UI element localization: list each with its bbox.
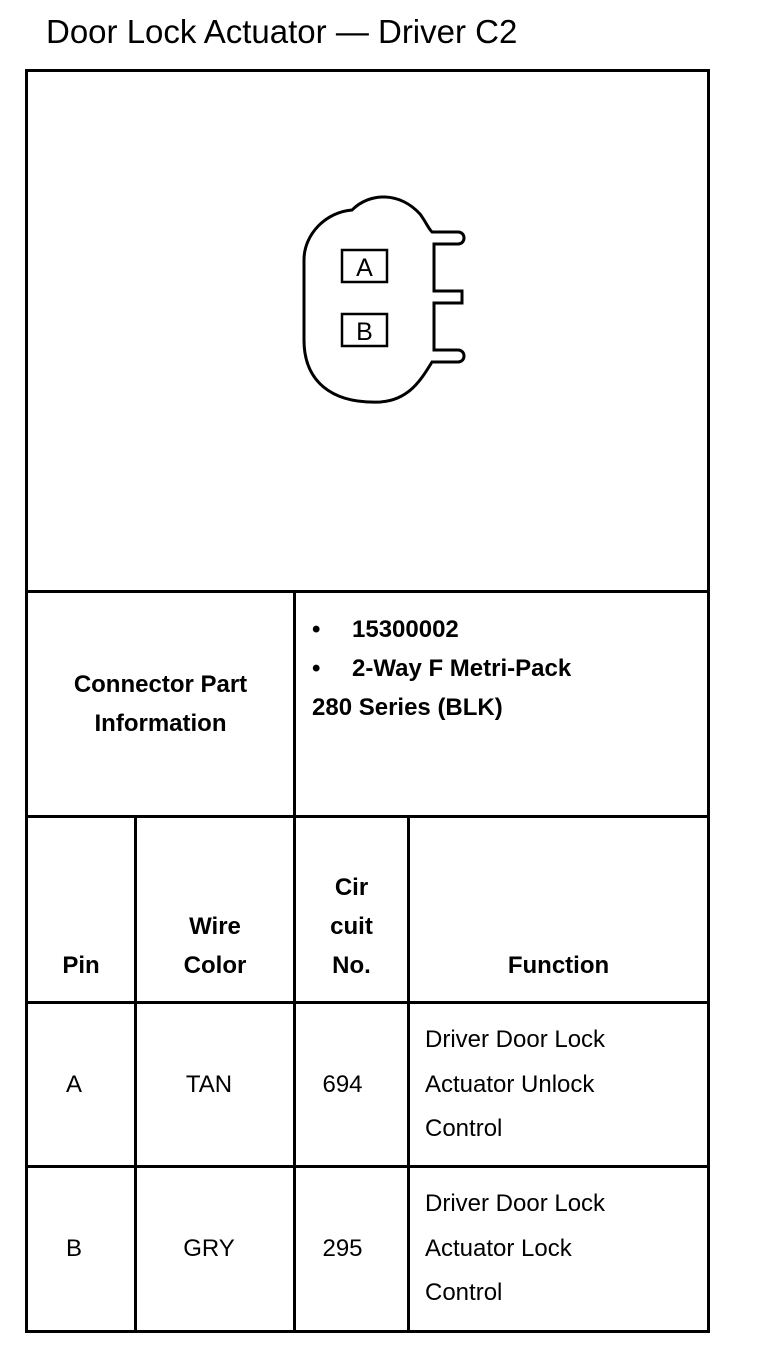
row-a-circuit: 694 bbox=[322, 1070, 363, 1098]
header-circuit-no: Cir cuit No. bbox=[330, 874, 373, 979]
page-title: Door Lock Actuator — Driver C2 bbox=[46, 13, 518, 50]
header-pin: Pin bbox=[62, 952, 100, 979]
connector-face-diagram bbox=[300, 190, 470, 410]
header-function: Function bbox=[507, 952, 610, 979]
part-info-values bbox=[312, 610, 702, 727]
part-info-label-line2: Information bbox=[94, 710, 227, 737]
part-info-label-line1: Connector Part bbox=[73, 671, 248, 698]
row-a-function: Driver Door Lock Actuator Unlock Control bbox=[425, 1026, 606, 1142]
row-a-pin: A bbox=[65, 1070, 82, 1098]
part-info-label bbox=[28, 593, 293, 815]
bullet: • bbox=[312, 616, 321, 643]
part-number-item bbox=[312, 610, 702, 649]
part-number: 15300002 bbox=[352, 616, 459, 643]
part-type-item bbox=[312, 649, 702, 688]
row-b-function: Driver Door Lock Actuator Lock Control bbox=[425, 1190, 606, 1306]
cavity-b-label: B bbox=[356, 318, 373, 346]
divider-partinfo-col bbox=[293, 590, 296, 818]
row-b-pin: B bbox=[65, 1235, 82, 1262]
divider-row-b bbox=[25, 1330, 710, 1333]
part-type: 2-Way F Metri-Pack bbox=[352, 655, 572, 682]
row-a-color: TAN bbox=[185, 1070, 233, 1098]
part-series: 280 Series (BLK) bbox=[312, 694, 503, 721]
row-b-color: GRY bbox=[183, 1235, 235, 1262]
bullet: • bbox=[312, 655, 321, 682]
connector-outline bbox=[304, 197, 464, 402]
row-b-circuit: 295 bbox=[322, 1235, 363, 1262]
cavity-a-label: A bbox=[356, 254, 373, 282]
header-wire-color: Wire Color bbox=[183, 913, 247, 979]
